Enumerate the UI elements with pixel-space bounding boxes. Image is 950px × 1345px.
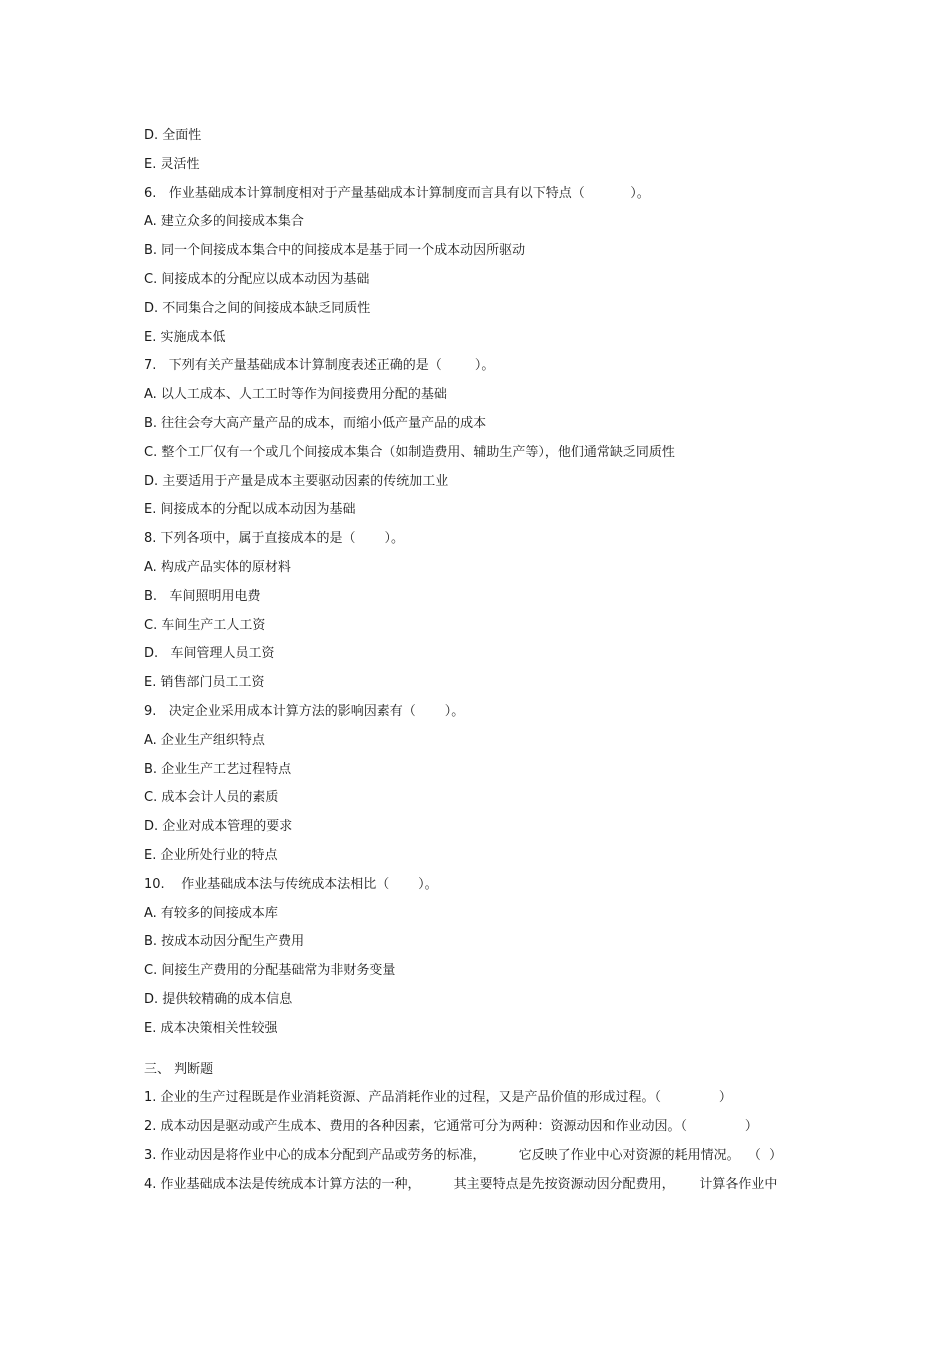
option-line: B. 企业生产工艺过程特点 [144, 761, 292, 777]
option-line: C. 间接成本的分配应以成本动因为基础 [144, 271, 370, 287]
option-line: D. 提供较精确的成本信息 [144, 991, 293, 1007]
option-line: E. 灵活性 [144, 156, 200, 172]
option-line: C. 车间生产工人工资 [144, 617, 266, 633]
question-line: 9. 决定企业采用成本计算方法的影响因素有（ ）。 [144, 703, 465, 719]
question-line: 6. 作业基础成本计算制度相对于产量基础成本计算制度而言具有以下特点（ ）。 [144, 185, 650, 201]
judgement-line: 2. 成本动因是驱动或产生成本、费用的各种因素，它通常可分为两种：资源动因和作业动因。（ ） [144, 1119, 758, 1135]
option-line: A. 以人工成本、人工工时等作为间接费用分配的基础 [144, 387, 447, 403]
document-body [144, 126, 824, 1203]
option-line: B. 按成本动因分配生产费用 [144, 934, 305, 950]
option-line: A. 企业生产组织特点 [144, 732, 265, 748]
option-line: D. 企业对成本管理的要求 [144, 819, 293, 835]
question-line: 10. 作业基础成本法与传统成本法相比（ ）。 [144, 876, 438, 892]
option-line: E. 间接成本的分配以成本动因为基础 [144, 502, 356, 518]
option-line: D. 不同集合之间的间接成本缺乏同质性 [144, 300, 371, 316]
option-line: C. 整个工厂仅有一个或几个间接成本集合（如制造费用、辅助生产等），他们通常缺乏同质性 [144, 444, 675, 460]
option-line: D. 全面性 [144, 128, 202, 143]
option-line: A. 有较多的间接成本库 [144, 905, 278, 921]
option-line: E. 企业所处行业的特点 [144, 847, 278, 863]
judgement-line: 3. 作业动因是将作业中心的成本分配到产品或劳务的标准， 它反映了作业中心对资源的耗用情况。 （ ） [144, 1147, 783, 1163]
option-line: B. 车间照明用电费 [144, 588, 261, 604]
option-line: D. 主要适用于产量是成本主要驱动因素的传统加工业 [144, 473, 449, 489]
option-line: C. 成本会计人员的素质 [144, 790, 279, 806]
option-line: C. 间接生产费用的分配基础常为非财务变量 [144, 963, 396, 979]
question-line: 8. 下列各项中，属于直接成本的是（ ）。 [144, 531, 404, 547]
option-line: B. 同一个间接成本集合中的间接成本是基于同一个成本动因所驱动 [144, 243, 526, 259]
question-line: 7. 下列有关产量基础成本计算制度表述正确的是（ ）。 [144, 358, 495, 374]
judgement-line: 1. 企业的生产过程既是作业消耗资源、产品消耗作业的过程，又是产品价值的形成过程。（ ） [144, 1090, 732, 1106]
option-line: E. 实施成本低 [144, 329, 226, 345]
option-line: A. 建立众多的间接成本集合 [144, 214, 304, 230]
option-line: B. 往往会夸大高产量产品的成本，而缩小低产量产品的成本 [144, 415, 487, 431]
option-line: E. 销售部门员工工资 [144, 675, 265, 691]
option-line: E. 成本决策相关性较强 [144, 1020, 278, 1036]
judgement-line: 4. 作业基础成本法是传统成本计算方法的一种， 其主要特点是先按资源动因分配费用， 计算各作业中 [144, 1176, 778, 1192]
section-title: 三、 判断题 [144, 1061, 214, 1077]
option-line: D. 车间管理人员工资 [144, 646, 275, 662]
option-line: A. 构成产品实体的原材料 [144, 559, 291, 575]
